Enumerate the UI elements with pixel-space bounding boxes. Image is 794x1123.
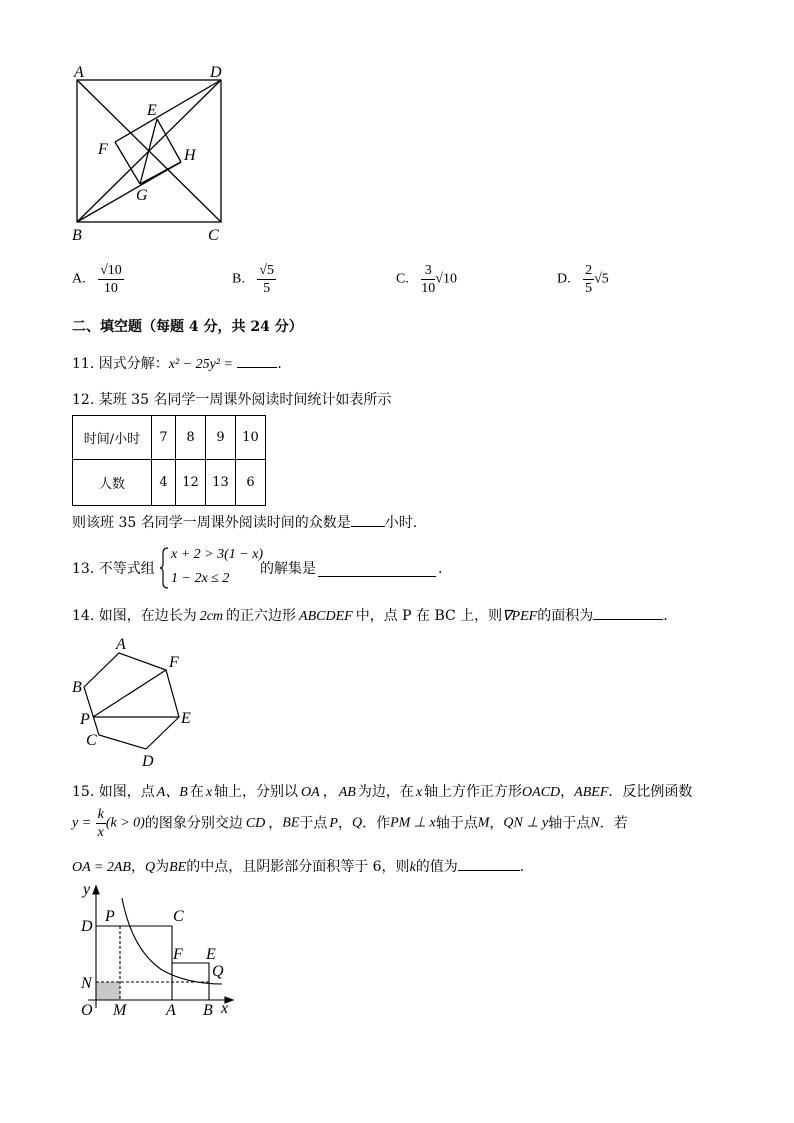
q15-var-x: x xyxy=(205,785,213,800)
q12-after-a: 则该班 35 名同学一周课外阅读时间的众数是 xyxy=(72,515,351,531)
q15-square-abef: ABEF xyxy=(574,785,609,800)
question-14 xyxy=(72,605,668,627)
q15-text: 轴于点 xyxy=(548,815,591,832)
y-axis-arrow xyxy=(93,886,99,894)
q14-hexagon-name: ABCDEF xyxy=(299,609,353,624)
hex-label-a: A xyxy=(116,636,126,653)
option-d-numerator: 2 xyxy=(585,263,593,278)
q11-expression: x² − 25y² = xyxy=(168,357,233,372)
graph-label-e: E xyxy=(206,946,216,963)
graph-label-q: Q xyxy=(212,963,224,980)
q15-text: ， xyxy=(322,784,337,800)
segment-gh xyxy=(140,162,181,184)
option-a[interactable] xyxy=(72,262,124,297)
q11-prefix: 11. 因式分解： xyxy=(72,356,169,372)
q13-line1: x + 2 > 3(1 − x) xyxy=(171,547,264,562)
question-12-followup xyxy=(72,512,417,533)
graph-label-o: O xyxy=(81,1002,93,1019)
option-c-numerator: 3 xyxy=(421,262,435,280)
option-a-denominator: 10 xyxy=(103,281,118,296)
q15-text: ， xyxy=(560,784,575,800)
option-d-radical: √5 xyxy=(594,271,609,287)
graph-label-d: D xyxy=(81,918,93,935)
q14-triangle: ∇PEF xyxy=(502,609,538,624)
question-12-text: 12. 某班 35 名同学一周课外阅读时间统计如表所示 xyxy=(72,392,392,408)
hex-label-c: C xyxy=(86,732,97,749)
option-c-letter: C. xyxy=(396,271,409,287)
table-row xyxy=(73,416,266,460)
q15-text: ， xyxy=(268,815,283,832)
reading-time-table xyxy=(72,415,266,506)
hex-label-b: B xyxy=(72,679,82,696)
q11-end: . xyxy=(277,356,282,372)
label-g: G xyxy=(136,187,148,204)
graph-label-b: B xyxy=(203,1002,213,1019)
q15-end: . xyxy=(519,859,525,875)
square-figure xyxy=(60,60,240,250)
label-c: C xyxy=(208,227,219,244)
option-d-denominator: 5 xyxy=(585,281,593,296)
option-c[interactable] xyxy=(396,262,457,297)
q15-text: 的中点，且阴影部分面积等于 6，则 xyxy=(186,859,410,875)
q15-var-k: k xyxy=(409,860,416,875)
q15-point-p: P xyxy=(329,815,338,831)
shaded-region xyxy=(96,982,120,1000)
label-f: F xyxy=(98,141,108,158)
q15-func-fraction xyxy=(96,806,106,841)
q15-func-numerator: k xyxy=(97,807,104,822)
label-h: H xyxy=(184,147,196,164)
label-e: E xyxy=(147,102,157,119)
q14-prefix: 14. 如图，在边长为 xyxy=(72,608,197,624)
table-cell: 12 xyxy=(176,460,206,506)
q13-line2: 1 − 2x ≤ 2 xyxy=(171,571,230,586)
q15-point-m: M xyxy=(477,815,490,831)
graph-label-c: C xyxy=(173,908,184,925)
option-b[interactable] xyxy=(232,262,276,297)
table-cell: 4 xyxy=(152,460,176,506)
q15-text: 的值为 xyxy=(415,859,458,875)
q15-point-q: Q xyxy=(351,815,363,831)
q15-seg-be: BE xyxy=(282,815,300,831)
q15-seg-oa: OA xyxy=(301,785,320,800)
graph-label-m: M xyxy=(113,1002,127,1019)
q15-seg-cd: CD xyxy=(245,815,266,831)
table-cell: 8 xyxy=(176,416,206,460)
q13-answer-blank[interactable] xyxy=(318,562,436,577)
label-b: B xyxy=(72,227,82,244)
q15-var-x: x xyxy=(415,785,423,800)
graph-label-y: y xyxy=(83,881,91,898)
option-d-letter: D. xyxy=(557,271,571,287)
option-b-numerator: √5 xyxy=(259,263,274,278)
table-cell: 6 xyxy=(236,460,266,506)
q15-text: ， xyxy=(489,815,504,832)
q11-answer-blank[interactable] xyxy=(237,353,277,368)
hexagon-figure xyxy=(66,634,200,770)
coordinate-graph-figure xyxy=(72,880,242,1025)
hex-label-d: D xyxy=(142,753,154,770)
graph-label-x: x xyxy=(221,1000,229,1017)
q12-after-b: 小时. xyxy=(384,515,418,531)
question-11 xyxy=(72,353,282,375)
question-15-line3 xyxy=(72,856,524,878)
brace-icon xyxy=(159,547,169,589)
q15-text: 为边，在 xyxy=(357,784,414,800)
q15-point-q: Q xyxy=(144,860,156,875)
segment-ge xyxy=(140,119,157,184)
q15-text: 于点 xyxy=(299,815,328,832)
graph-label-f: F xyxy=(173,946,183,963)
q15-text: 15. 如图，点 xyxy=(72,784,155,800)
q15-text: 轴于点 xyxy=(435,815,478,832)
q15-text: ．作 xyxy=(362,815,391,832)
table-cell: 13 xyxy=(206,460,236,506)
q14-end: . xyxy=(663,608,668,624)
hex-label-p: P xyxy=(80,711,90,728)
hex-label-e: E xyxy=(181,710,191,727)
q15-text: 的图象分别交边 xyxy=(144,815,243,832)
q12-answer-blank[interactable] xyxy=(351,512,385,527)
label-a: A xyxy=(74,64,84,81)
q14-answer-blank[interactable] xyxy=(593,605,663,620)
option-c-fraction xyxy=(421,262,435,297)
q15-oa-eq: OA = 2AB xyxy=(72,860,131,875)
q15-text: 轴上方作正方形 xyxy=(424,784,523,800)
q15-pm-perp: PM ⊥ x xyxy=(390,815,436,831)
q15-points-ab: A、B xyxy=(156,785,188,800)
option-d[interactable] xyxy=(557,262,609,297)
q15-text: 在 xyxy=(189,784,204,800)
q15-qn-perp: QN ⊥ y xyxy=(503,815,549,831)
graph-label-p: P xyxy=(105,908,115,925)
option-d-fraction xyxy=(583,262,594,297)
q13-suffix: 的解集是 xyxy=(260,561,316,577)
question-15-line1 xyxy=(72,782,692,803)
option-c-radical: √10 xyxy=(435,271,457,287)
option-b-denominator: 5 xyxy=(263,281,271,296)
q15-text: 为 xyxy=(155,859,170,875)
segment-pf xyxy=(93,670,166,717)
hex-label-f: F xyxy=(169,654,179,671)
q15-point-n: N xyxy=(590,815,600,831)
option-a-numerator: √10 xyxy=(100,263,122,278)
q15-square-oacd: OACD xyxy=(522,785,561,800)
q15-func-condition: (k > 0) xyxy=(105,815,145,831)
q15-seg-be: BE xyxy=(169,860,187,875)
option-c-denominator: 10 xyxy=(421,281,436,296)
option-a-fraction xyxy=(98,262,124,297)
graph-label-n: N xyxy=(81,975,92,992)
option-b-letter: B. xyxy=(232,271,245,287)
q14-mid2: 中，点 P 在 BC 上，则 xyxy=(355,608,503,624)
q15-func-y: y = xyxy=(72,815,92,831)
q15-text: ， xyxy=(337,815,352,832)
table-cell: 7 xyxy=(152,416,176,460)
option-a-letter: A. xyxy=(72,271,86,287)
q15-func-denominator: x xyxy=(97,825,104,840)
q14-length: 2cm xyxy=(199,609,224,624)
graph-label-a: A xyxy=(166,1002,176,1019)
q15-text: 轴上，分别以 xyxy=(214,784,299,800)
q15-answer-blank[interactable] xyxy=(458,856,520,871)
table-header-count: 人数 xyxy=(73,460,152,506)
q15-text: ．反比例函数 xyxy=(608,784,693,800)
q15-seg-ab: AB xyxy=(338,785,356,800)
q13-end: . xyxy=(438,561,443,577)
q15-text: ．若 xyxy=(599,815,628,832)
section-2-title: 二、填空题（每题 4 分，共 24 分） xyxy=(72,319,303,335)
q13-prefix: 13. 不等式组 xyxy=(72,561,155,577)
q14-suffix: 的面积为 xyxy=(537,608,594,624)
q15-text: ， xyxy=(130,859,145,875)
hexagon-outline xyxy=(84,653,179,749)
table-header-time: 时间/小时 xyxy=(73,416,152,460)
table-row xyxy=(73,460,266,506)
label-d: D xyxy=(210,64,222,81)
table-cell: 10 xyxy=(236,416,266,460)
segment-eh xyxy=(157,119,181,162)
q14-mid: 的正六边形 xyxy=(226,608,297,624)
table-cell: 9 xyxy=(206,416,236,460)
option-b-fraction xyxy=(257,262,276,297)
question-15-line2 xyxy=(72,806,628,846)
